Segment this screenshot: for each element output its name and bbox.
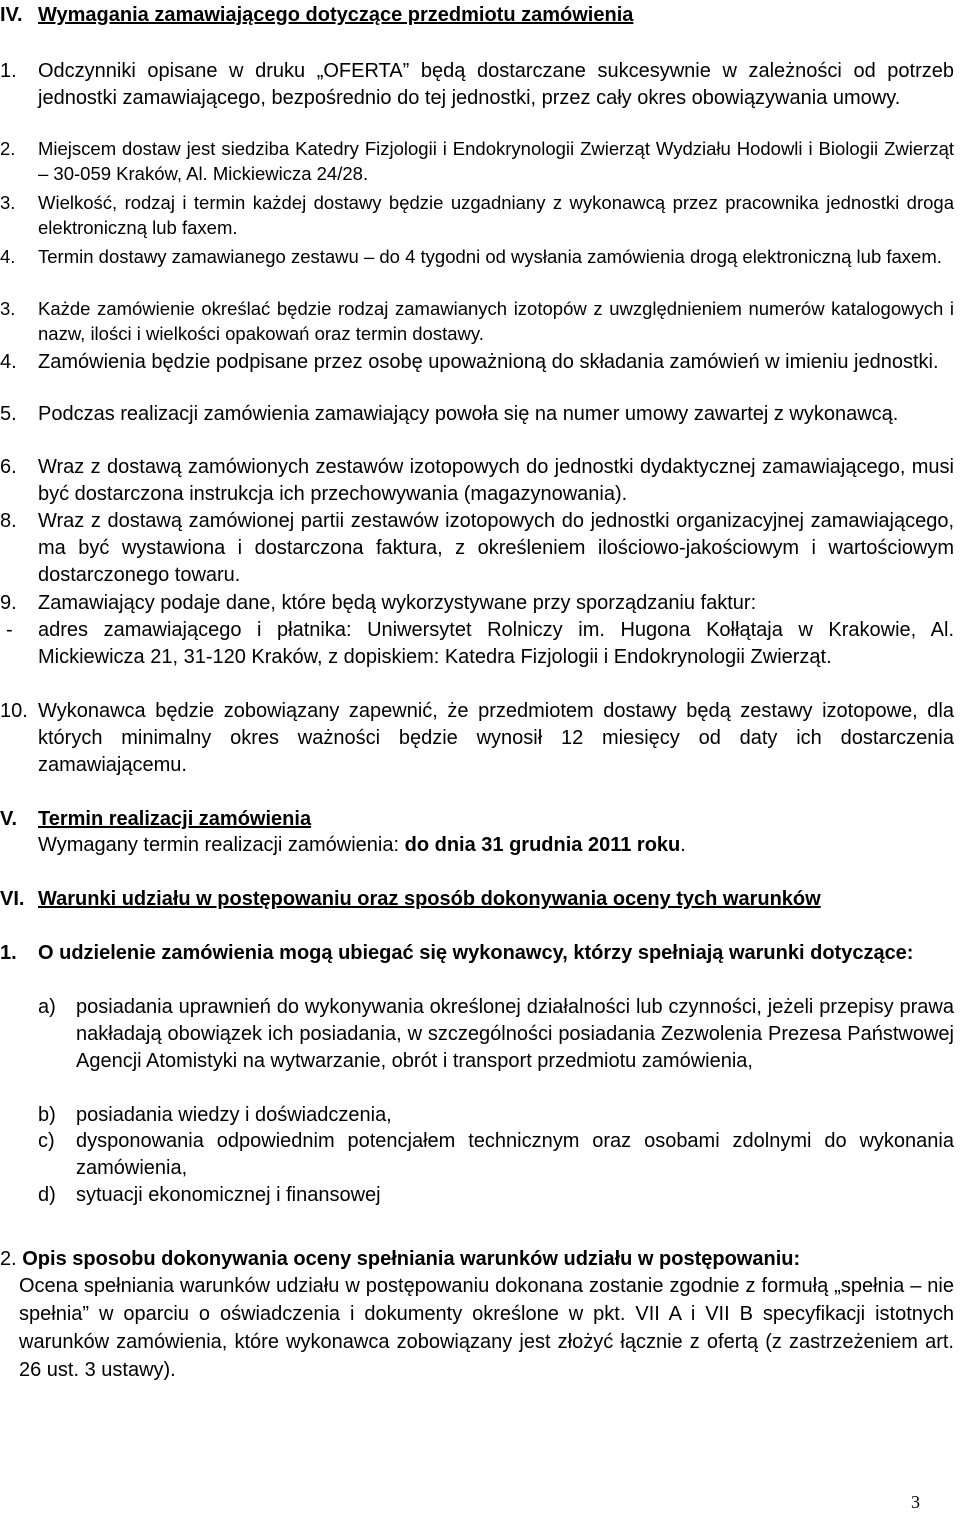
item-letter: a) xyxy=(38,996,56,1018)
item-number: 3. xyxy=(0,298,16,319)
list-item xyxy=(0,698,954,779)
list-item xyxy=(0,190,954,240)
item-number: 9. xyxy=(0,592,17,614)
item-text: Wielkość, rodzaj i termin każdej dostawy będzie uzgadniany z wykonawcą przez pracownika jednostki droga elektroniczną lub faxem. xyxy=(38,192,954,238)
item-number: 5. xyxy=(0,403,17,425)
evaluation-title: Opis sposobu dokonywania oceny spełniania warunków udziału w postępowaniu: xyxy=(22,1248,801,1270)
item-number: 2. xyxy=(0,1248,17,1270)
item-text: Wraz z dostawą zamówionych zestawów izotopowych do jednostki dydaktycznej zamawiającego, musi być dostarczona instrukcja ich przechowywania (magazynowania). xyxy=(38,456,954,505)
section-v-number: V. xyxy=(0,808,18,830)
item-text: Wraz z dostawą zamówionej partii zestawów izotopowych do jednostki organizacyjnej zamawiającego, ma być wystawiona i dostarczona faktura, z określeniem ilościowo-jakościowym i wartościowym dostarczonego towaru. xyxy=(38,510,954,586)
condition-item xyxy=(38,994,954,1075)
item-text: Każde zamówienie określać będzie rodzaj zamawianych izotopów z uwzględnieniem numerów katalogowych i nazw, ilości i wielkości opakowań oraz termin dostawy. xyxy=(38,298,954,344)
condition-item xyxy=(38,1182,954,1209)
section-iv-title: Wymagania zamawiającego dotyczące przedmiotu zamówienia xyxy=(38,4,634,26)
list-item xyxy=(0,244,954,269)
item-letter: d) xyxy=(38,1184,56,1206)
item-bullet: - xyxy=(6,619,13,641)
section-vi-heading xyxy=(0,886,840,912)
item-text: Zamówienia będzie podpisane przez osobę upoważnioną do składania zamówień w imieniu jednostki. xyxy=(38,351,939,373)
item-text: Odczynniki opisane w druku „OFERTA” będą dostarczane sukcesywnie w zależności od potrzeb jednostki zamawiającego, bezpośrednio do tej jednostki, przez cały okres obowiązywania umowy. xyxy=(38,60,954,109)
item-text: dysponowania odpowiednim potencjałem technicznym oraz osobami zdolnymi do wykonania zamówienia, xyxy=(76,1130,954,1179)
item-text: Zamawiający podaje dane, które będą wykorzystywane przy sporządzaniu faktur: xyxy=(38,592,757,614)
item-text: Miejscem dostaw jest siedziba Katedry Fizjologii i Endokrynologii Zwierząt Wydziału Hodowli i Biologii Zwierząt – 30-059 Kraków, Al. Mickiewicza 24/28. xyxy=(38,138,954,184)
condition-item xyxy=(38,1102,954,1129)
deadline-prefix: Wymagany termin realizacji zamówienia: xyxy=(38,834,405,856)
item-text: adres zamawiającego i płatnika: Uniwersytet Rolniczy im. Hugona Kołłątaja w Krakowie, Al. Mickiewicza 21, 31-120 Kraków, z dopiskiem: Katedra Fizjologii i Endokrynologii Zwierząt. xyxy=(38,619,954,668)
section-vi-number: VI. xyxy=(0,888,25,910)
item-text: posiadania wiedzy i doświadczenia, xyxy=(76,1104,392,1126)
evaluation-heading xyxy=(0,1246,954,1273)
list-item xyxy=(0,401,954,428)
list-item xyxy=(0,454,954,508)
item-text: sytuacji ekonomicznej i finansowej xyxy=(76,1184,381,1206)
page-number: 3 xyxy=(911,1492,920,1512)
item-text: posiadania uprawnień do wykonywania określonej działalności lub czynności, jeżeli przepisy prawa nakładają obowiązek ich posiadania, w szczególności posiadania Zezwolenia Prezesa Państwowej Agencji Atomistyki na wytwarzanie, obrót i transport przedmiotu zamówienia, xyxy=(76,996,954,1072)
item-text: Termin dostawy zamawianego zestawu – do 4 tygodni od wysłania zamówienia drogą elektroniczną lub faxem. xyxy=(38,246,942,267)
item-letter: c) xyxy=(38,1130,55,1152)
list-item xyxy=(0,136,954,186)
list-item xyxy=(0,617,954,671)
item-text: O udzielenie zamówienia mogą ubiegać się wykonawcy, którzy spełniają warunki dotyczące: xyxy=(38,942,914,964)
section-iv-heading xyxy=(0,2,633,28)
deadline-date: do dnia 31 grudnia 2011 roku xyxy=(404,834,681,856)
list-item xyxy=(0,296,954,346)
list-item xyxy=(0,590,954,617)
item-letter: b) xyxy=(38,1104,56,1126)
list-item xyxy=(0,58,954,112)
item-number: 6. xyxy=(0,456,17,478)
list-item xyxy=(0,508,954,589)
deadline-line xyxy=(38,832,954,859)
item-text: Wykonawca będzie zobowiązany zapewnić, że przedmiotem dostawy będą zestawy izotopowe, dla których minimalny okres ważności będzie wynosił 12 miesięcy od daty ich dostarczenia zamawiającemu. xyxy=(38,700,954,776)
condition-item xyxy=(38,1128,954,1182)
item-number: 10. xyxy=(0,700,28,722)
deadline-suffix: . xyxy=(680,834,686,856)
section-v-title: Termin realizacji zamówienia xyxy=(38,808,312,830)
section-vi-title: Warunki udziału w postępowaniu oraz sposób dokonywania oceny tych warunków xyxy=(38,888,821,910)
item-number: 3. xyxy=(0,192,16,213)
section-iv-number: IV. xyxy=(0,4,23,26)
item-number: 1. xyxy=(0,942,17,964)
section-v-heading xyxy=(0,806,311,832)
item-number: 1. xyxy=(0,60,17,82)
item-number: 4. xyxy=(0,246,16,267)
item-number: 4. xyxy=(0,351,17,373)
item-text: Podczas realizacji zamówienia zamawiający powoła się na numer umowy zawartej z wykonawcą. xyxy=(38,403,899,425)
item-number: 2. xyxy=(0,138,16,159)
item-number: 8. xyxy=(0,510,17,532)
section-vi-title-wrap xyxy=(38,886,840,912)
evaluation-text: Ocena spełniania warunków udziału w postępowaniu dokonana zostanie zgodnie z formułą „spełnia – nie spełnia” w oparciu o oświadczenia i dokumenty określone w pkt. VII A i VII B specyfikacji istotnych warunków zamówienia, które wykonawca zobowiązany jest złożyć łącznie z ofertą (z zastrzeżeniem art. 26 ust. 3 ustawy). xyxy=(19,1275,954,1381)
condition-intro xyxy=(0,940,954,967)
list-item xyxy=(0,349,954,376)
